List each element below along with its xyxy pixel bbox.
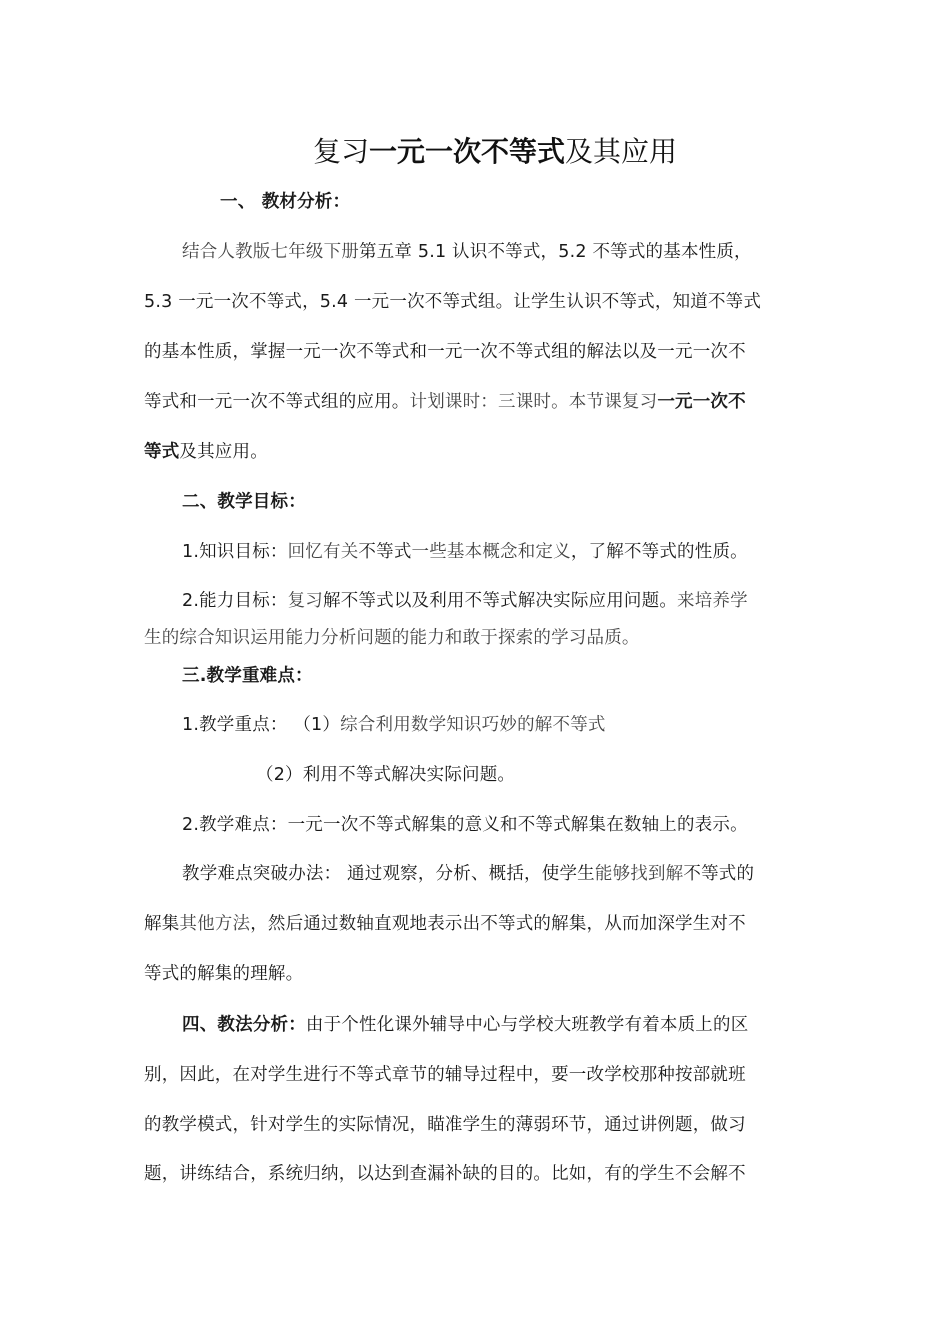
title-emphasis: 一元一次不等式: [368, 135, 565, 168]
title-part: 复习: [312, 135, 369, 168]
paragraph-line: 解集其他方法，然后通过数轴直观地表示出不等式的解集，从而加深学生对不: [144, 914, 746, 934]
paragraph-line: 等式及其应用。: [144, 442, 268, 462]
section-heading-4: 四、教法分析：: [182, 1015, 306, 1035]
title-part: 及其应用: [565, 135, 678, 168]
paragraph-line: （2）利用不等式解决实际问题。: [256, 765, 516, 785]
paragraph-line: 1.知识目标：回忆有关不等式一些基本概念和定义，了解不等式的性质。: [182, 542, 748, 562]
paragraph-line: 的教学模式，针对学生的实际情况，瞄准学生的薄弱环节，通过讲例题，做习: [144, 1115, 746, 1135]
paragraph-line: 2.能力目标：复习解不等式以及利用不等式解决实际应用问题。来培养学: [182, 591, 748, 611]
section-heading-3: 三.教学重难点：: [182, 666, 313, 686]
paragraph-line: 教学难点突破办法： 通过观察，分析、概括，使学生能够找到解不等式的: [182, 864, 755, 884]
paragraph-line: 等式和一元一次不等式组的应用。计划课时：三课时。本节课复习一元一次不: [144, 392, 746, 412]
paragraph-line: 四、教法分析：由于个性化课外辅导中心与学校大班教学有着本质上的区: [182, 1015, 749, 1035]
paragraph-line: 题，讲练结合，系统归纳，以达到查漏补缺的目的。比如，有的学生不会解不: [144, 1164, 746, 1184]
paragraph-line: 生的综合知识运用能力分析问题的能力和敢于探索的学习品质。: [144, 628, 640, 648]
section-heading-1: 一、 教材分析：: [220, 192, 351, 212]
paragraph-line: 5.3 一元一次不等式，5.4 一元一次不等式组。让学生认识不等式，知道不等式: [144, 292, 762, 312]
paragraph-line: 的基本性质，掌握一元一次不等式和一元一次不等式组的解法以及一元一次不: [144, 342, 746, 362]
paragraph-line: 1.教学重点： （1）综合利用数学知识巧妙的解不等式: [182, 715, 606, 735]
paragraph-line: 结合人教版七年级下册第五章 5.1 认识不等式，5.2 不等式的基本性质，: [182, 242, 752, 262]
paragraph-line: 等式的解集的理解。: [144, 964, 304, 984]
paragraph-line: 别，因此，在对学生进行不等式章节的辅导过程中，要一改学校那种按部就班: [144, 1065, 746, 1085]
document-title: [0, 130, 950, 170]
paragraph-line: 2.教学难点：一元一次不等式解集的意义和不等式解集在数轴上的表示。: [182, 815, 748, 835]
section-heading-2: 二、教学目标：: [182, 492, 306, 512]
